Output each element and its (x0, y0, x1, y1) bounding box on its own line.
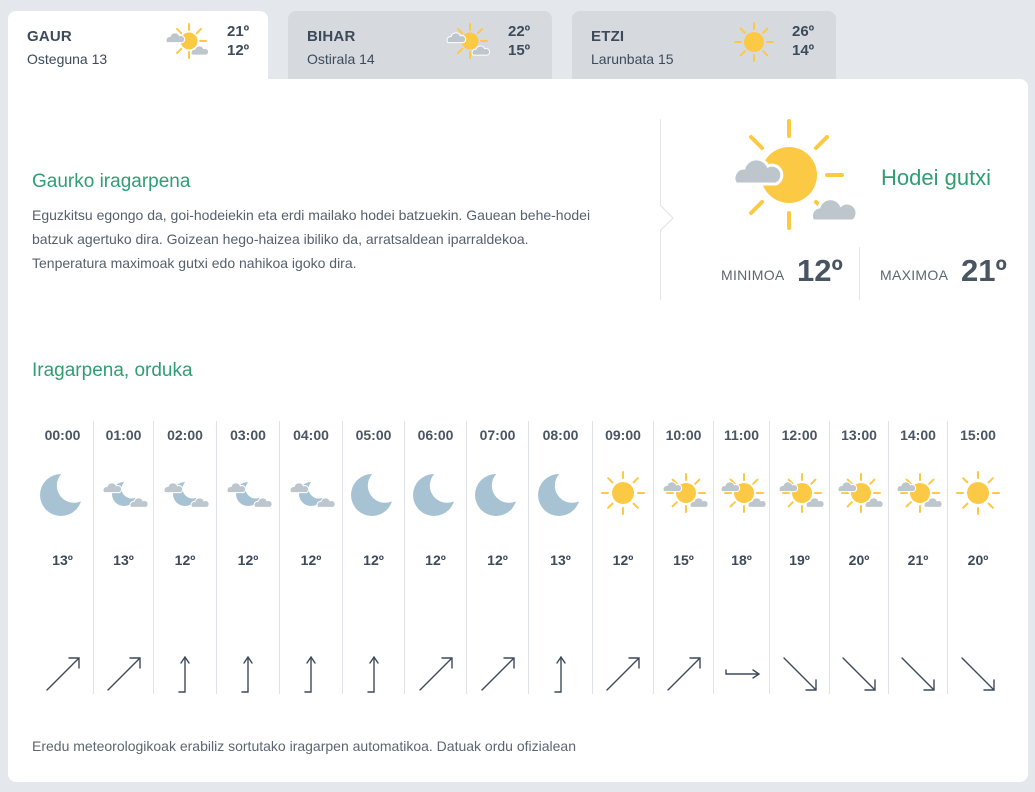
sun-icon (599, 469, 647, 517)
moon-cloud-icon (100, 469, 148, 517)
wind-direction-arrow-icon (541, 654, 581, 694)
hourly-title: Iragarpena, orduka (32, 360, 193, 381)
wind-direction-arrow-icon (104, 654, 144, 694)
hour-time: 05:00 (355, 427, 392, 443)
sun-cloud-icon (446, 21, 494, 63)
hour-time: 08:00 (542, 427, 579, 443)
hour-time: 12:00 (781, 427, 818, 443)
tab-day-name: ETZI (591, 28, 625, 45)
hour-column (830, 421, 889, 694)
hour-column (32, 421, 94, 694)
today-forecast-text: Eguzkitsu egongo da, goi-hodeiekin eta erdi mailako hodei batzuekin. Gauean behe-hodei batzuk agertuko dira. Goizean hego-haizea ibiliko da, arratsaldean iparraldekoa. Tenperatura maximoak gutxi edo nahikoa igoko dira. (32, 207, 591, 271)
moon-cloud-icon (224, 469, 272, 517)
hour-temperature: 13º (113, 552, 134, 568)
hour-column (714, 421, 770, 694)
hour-column (948, 421, 1008, 694)
today-forecast-title: Gaurko iragarpena (32, 171, 191, 192)
wind-direction-arrow-icon (354, 654, 394, 694)
wind-direction-arrow-icon (664, 654, 704, 694)
footnote: Eredu meteorologikoak erabiliz sortutako iragarpen automatikoa. Datuak ordu ofizialean (32, 738, 576, 754)
tab-tomorrow[interactable] (288, 11, 552, 79)
sun-icon (954, 469, 1002, 517)
hour-time: 10:00 (665, 427, 702, 443)
hour-temperature: 20º (967, 552, 989, 568)
tab-max-temp: 22º (508, 23, 531, 40)
min-label: MINIMOA (721, 267, 785, 283)
hour-column (529, 421, 593, 694)
hour-temperature: 12º (174, 552, 196, 568)
hour-column (467, 421, 529, 694)
tab-max-temp: 26º (792, 23, 815, 40)
forecast-card (8, 79, 1028, 782)
hour-time: 11:00 (723, 427, 760, 443)
day-tabs (8, 11, 836, 79)
wind-direction-arrow-icon (165, 654, 205, 694)
tab-today[interactable] (8, 11, 268, 79)
hour-column (654, 421, 714, 694)
sun-cloud-icon (835, 469, 883, 517)
sun-cloud-icon (776, 469, 824, 517)
hour-column (343, 421, 405, 694)
hour-temperature: 12º (237, 552, 259, 568)
wind-direction-arrow-icon (43, 654, 83, 694)
moon-cloud-icon (161, 469, 209, 517)
wind-direction-arrow-icon (839, 654, 879, 694)
moon-cloud-icon (287, 469, 335, 517)
hour-temperature: 12º (363, 552, 384, 568)
tab-day-date: Ostirala 14 (307, 51, 375, 67)
hour-column (154, 421, 217, 694)
wind-direction-arrow-icon (291, 654, 331, 694)
sun-cloud-icon (718, 469, 766, 517)
hour-column (889, 421, 948, 694)
hour-temperature: 13º (52, 552, 73, 568)
tab-day-name: BIHAR (307, 28, 356, 45)
moon-icon (412, 469, 460, 517)
hour-time: 14:00 (900, 427, 936, 443)
hour-time: 07:00 (479, 427, 516, 443)
tab-day-after[interactable] (572, 11, 836, 79)
sun-cloud-icon (723, 117, 858, 232)
moon-icon (350, 469, 398, 517)
hour-temperature: 20º (848, 552, 870, 568)
wind-direction-arrow-icon (898, 654, 938, 694)
hour-temperature: 12º (487, 552, 508, 568)
tab-day-date: Larunbata 15 (591, 51, 674, 67)
hour-column (770, 421, 830, 694)
hour-time: 15:00 (960, 427, 996, 443)
wind-direction-arrow-icon (722, 654, 762, 694)
tab-min-temp: 15º (508, 42, 531, 59)
minmax-divider (859, 247, 860, 300)
min-value: 12º (797, 253, 843, 288)
hour-temperature: 12º (425, 552, 446, 568)
tab-day-date: Osteguna 13 (27, 51, 108, 67)
hour-column (593, 421, 654, 694)
divider-chevron (660, 205, 674, 231)
hour-temperature: 18º (731, 552, 752, 568)
hour-column (94, 421, 154, 694)
tab-day-name: GAUR (27, 28, 72, 45)
hour-temperature: 19º (789, 552, 810, 568)
hour-time: 00:00 (44, 427, 81, 443)
tab-max-temp: 21º (227, 23, 250, 40)
wind-direction-arrow-icon (478, 654, 518, 694)
moon-icon (537, 469, 585, 517)
sun-icon (730, 21, 778, 63)
hour-column (217, 421, 280, 694)
tab-min-temp: 12º (227, 42, 250, 59)
max-value: 21º (961, 253, 1007, 288)
hour-temperature: 12º (612, 552, 634, 568)
wind-direction-arrow-icon (958, 654, 998, 694)
tab-min-temp: 14º (792, 42, 815, 59)
moon-icon (474, 469, 522, 517)
hour-temperature: 13º (550, 552, 571, 568)
hour-time: 09:00 (605, 427, 641, 443)
max-label: MAXIMOA (880, 267, 949, 283)
hour-column (405, 421, 467, 694)
hourly-forecast (8, 421, 1028, 696)
moon-icon (39, 469, 87, 517)
wind-direction-arrow-icon (228, 654, 268, 694)
wind-direction-arrow-icon (780, 654, 820, 694)
hour-time: 02:00 (167, 427, 203, 443)
hour-temperature: 21º (907, 552, 929, 568)
sun-cloud-icon (894, 469, 942, 517)
hour-temperature: 15º (673, 552, 694, 568)
wind-direction-arrow-icon (416, 654, 456, 694)
sun-cloud-icon (660, 469, 708, 517)
hour-time: 03:00 (230, 427, 266, 443)
hour-time: 06:00 (417, 427, 454, 443)
wind-direction-arrow-icon (603, 654, 643, 694)
hour-time: 13:00 (841, 427, 877, 443)
condition-label: Hodei gutxi (881, 165, 992, 190)
sun-cloud-icon (165, 21, 213, 63)
hour-time: 01:00 (105, 427, 142, 443)
hour-temperature: 12º (300, 552, 322, 568)
hour-column (280, 421, 343, 694)
hour-time: 04:00 (293, 427, 329, 443)
